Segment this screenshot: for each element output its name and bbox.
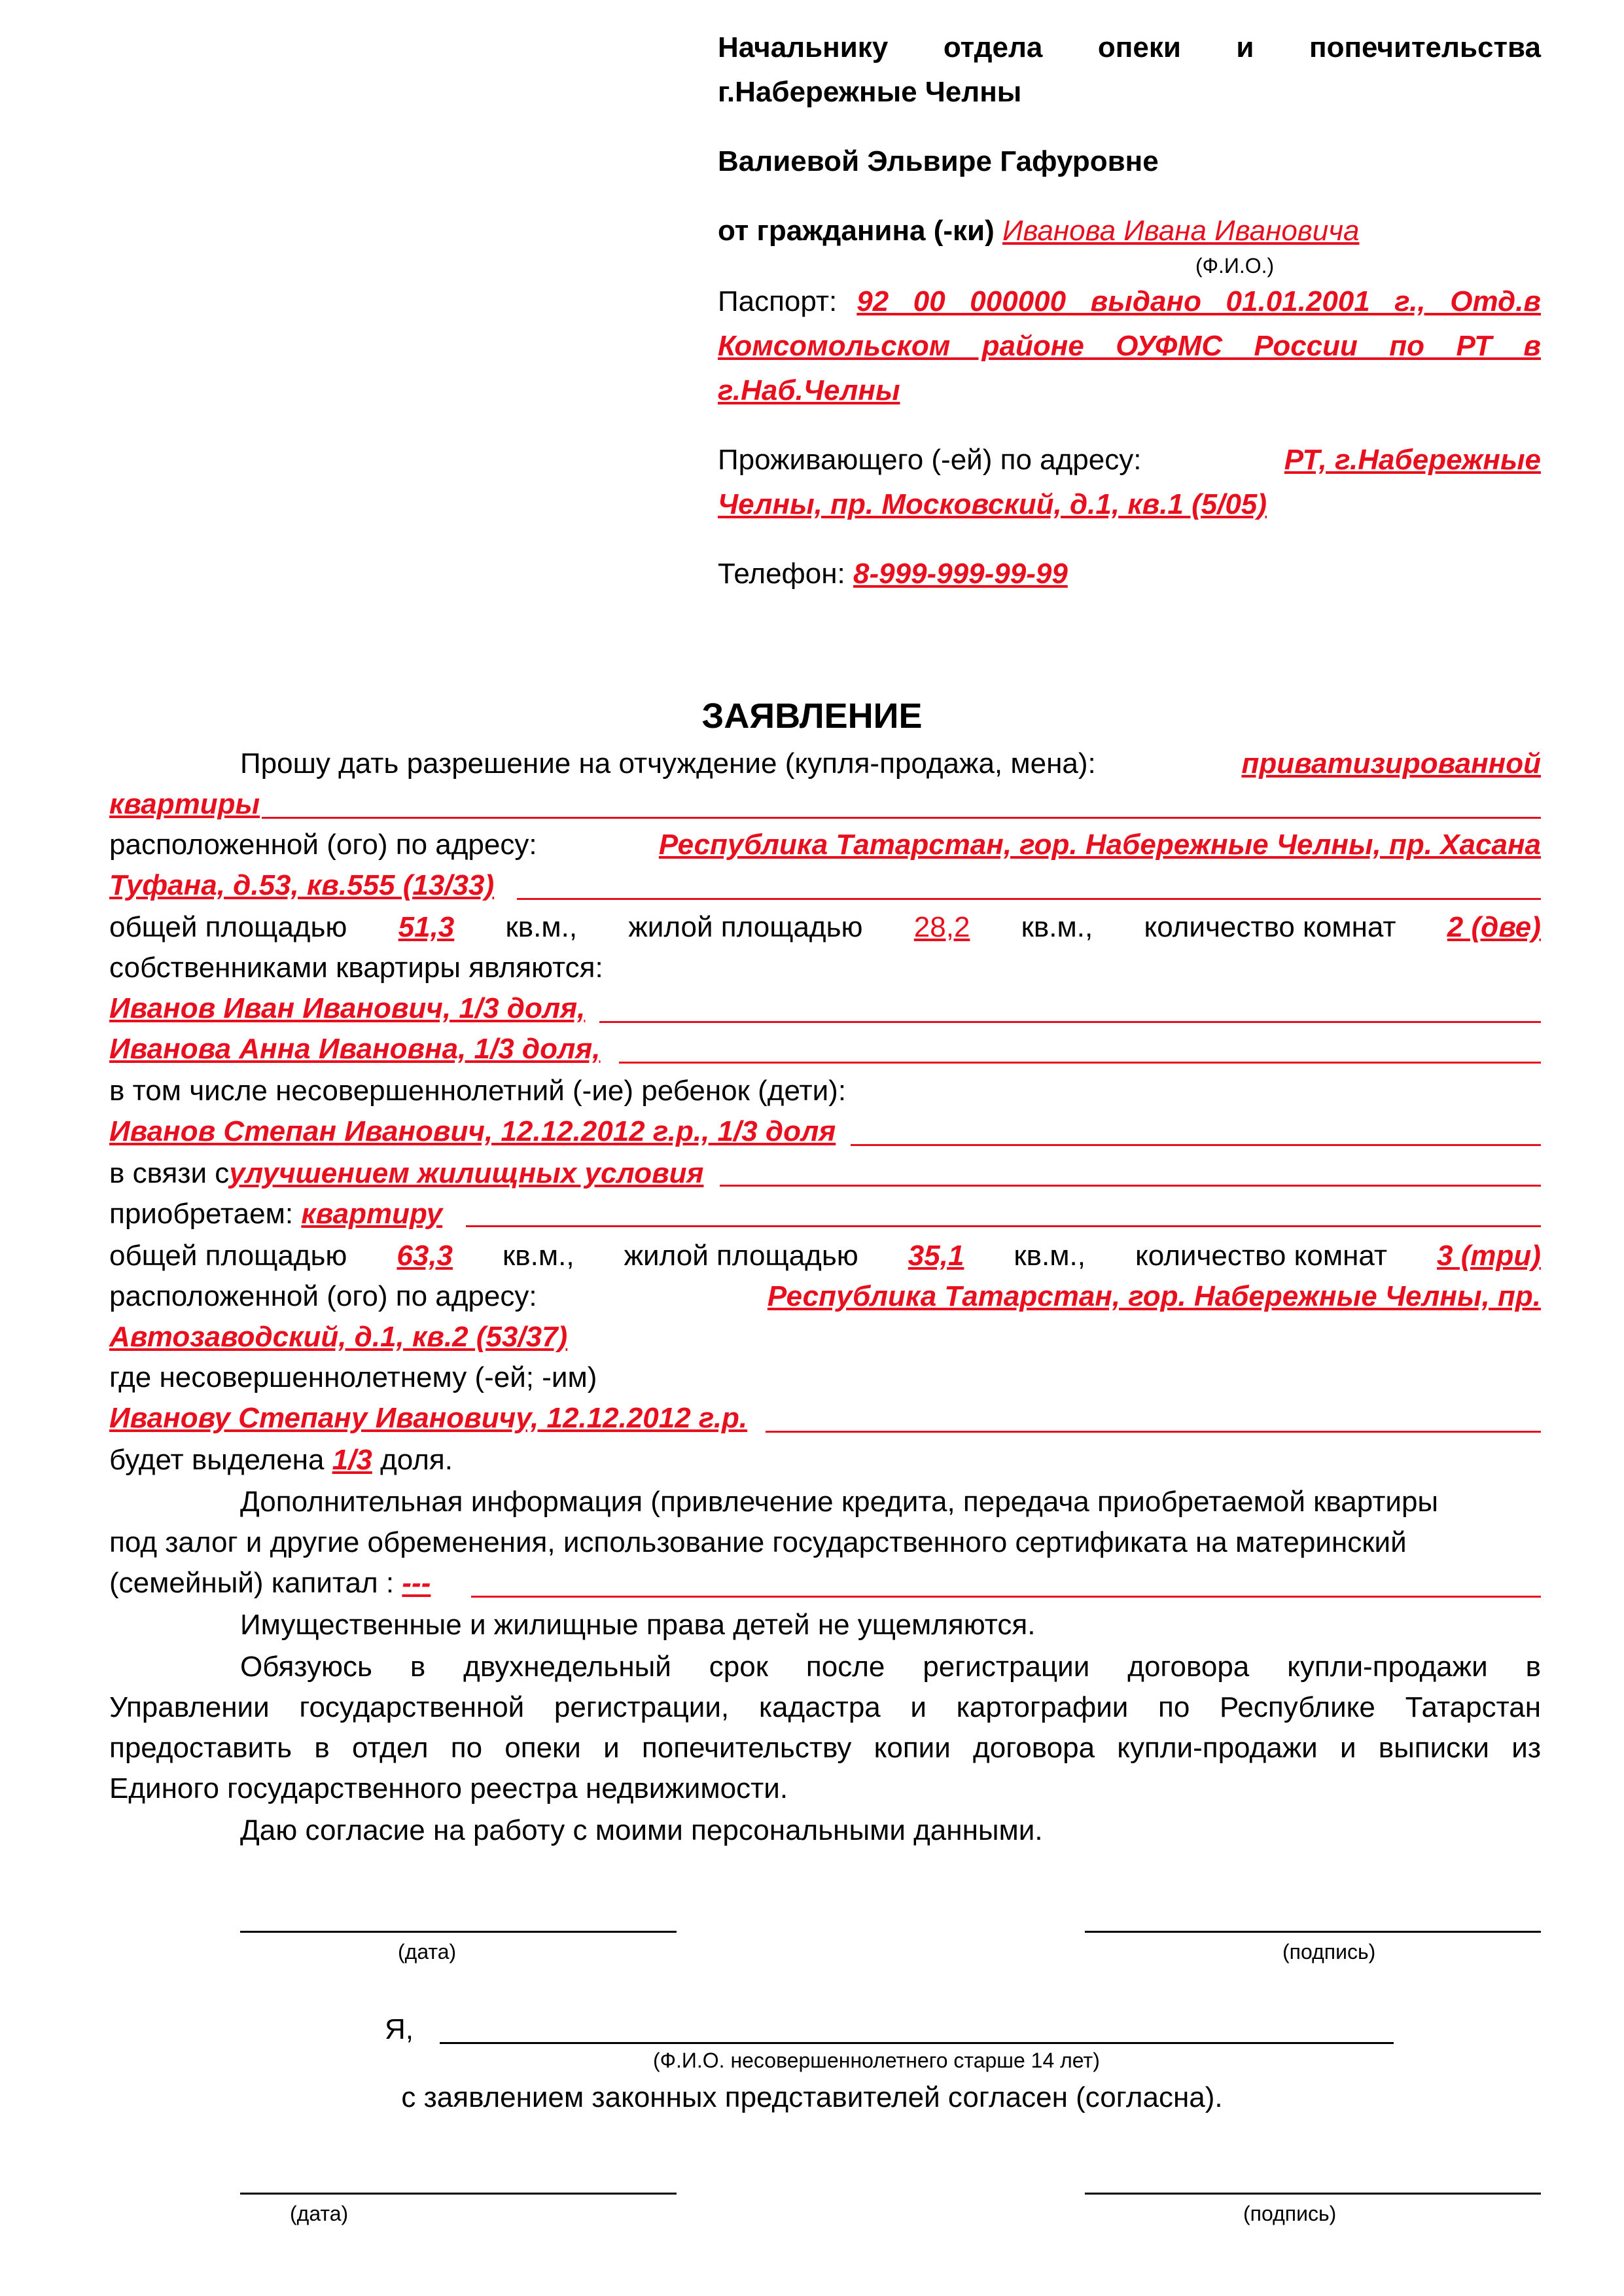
area-living-value: 28,2: [913, 911, 970, 943]
new-located-value-2: Автозаводский, д.1, кв.2 (53/37): [109, 1321, 568, 1353]
fill-line: [720, 1185, 1541, 1187]
extra-info-label: (семейный) капитал :: [109, 1567, 395, 1599]
consent-text: Даю согласие на работу с моими персональными данными.: [240, 1814, 1043, 1846]
reason-label: в связи с: [109, 1157, 230, 1189]
rooms-label: количество комнат: [1144, 911, 1396, 943]
new-located-value-1: Республика Татарстан, гор. Набережные Челны, пр.: [767, 1280, 1541, 1312]
owner-2: Иванова Анна Ивановна, 1/3 доля,: [109, 1033, 601, 1065]
where-minor-label: где несовершеннолетнему (-ей; -им): [109, 1361, 597, 1393]
rights-text: Имущественные и жилищные права детей не ущемляются.: [240, 1609, 1036, 1641]
document-title: ЗАЯВЛЕНИЕ: [701, 696, 923, 736]
new-area-total-value: 63,3: [397, 1240, 453, 1272]
residence-value-2: Челны, пр. Московский, д.1, кв.1 (5/05): [718, 488, 1267, 520]
addressee-line1: [718, 27, 1541, 68]
area-total-value: 51,3: [398, 911, 455, 943]
minor-label: в том числе несовершеннолетний (-ие) ребенок (дети):: [109, 1075, 847, 1107]
new-area-line: [109, 1236, 1541, 1276]
reason-line: [109, 1153, 703, 1194]
date-caption: (дата): [398, 1940, 457, 1964]
new-area-living-value: 35,1: [908, 1240, 964, 1272]
fill-line: [517, 898, 1541, 900]
residence-line1: [718, 440, 1541, 480]
phone-value: 8-999-999-99-99: [853, 558, 1068, 590]
addressee-word: попечительства: [1309, 31, 1541, 63]
addressee-word: и: [1236, 31, 1254, 63]
acquire-line: [109, 1194, 442, 1234]
area-unit: кв.м.,: [1021, 911, 1093, 943]
extra-info-3: [109, 1563, 431, 1604]
owner-1: Иванов Иван Иванович, 1/3 доля,: [109, 992, 586, 1024]
share-suffix: доля.: [380, 1444, 453, 1476]
rooms-value: 2 (две): [1447, 911, 1541, 943]
share-value: 1/3: [332, 1444, 372, 1476]
extra-info-2: под залог и другие обременения, использование государственного сертификата на материнский: [109, 1526, 1407, 1558]
request-text: Прошу дать разрешение на отчуждение (купля-продажа, мена):: [240, 747, 1096, 780]
where-minor-value: Иванову Степану Ивановичу, 12.12.2012 г.р.: [109, 1402, 748, 1434]
from-line: [718, 211, 1359, 251]
share-line: [109, 1440, 453, 1480]
residence-value-1: РТ, г.Набережные: [1284, 444, 1541, 476]
passport-line1: [718, 281, 1541, 322]
minor-agree-text: с заявлением законных представителей согласен (согласна).: [401, 2081, 1223, 2113]
new-area-total-label: общей площадью: [109, 1240, 347, 1272]
new-area-unit: кв.м.,: [1014, 1240, 1086, 1272]
minor-fio-line[interactable]: [440, 2042, 1394, 2044]
fill-line: [766, 1431, 1541, 1433]
fill-line: [851, 1144, 1541, 1146]
oblige-3: предоставить в отдел по опеки и попечительству копии договора купли-продажи и выписки из: [109, 1732, 1541, 1764]
passport-label: Паспорт:: [718, 285, 838, 317]
addressee-word: отдела: [943, 31, 1043, 63]
fill-line: [599, 1021, 1541, 1023]
from-value: Иванова Ивана Ивановича: [1002, 215, 1360, 247]
signature-caption: (подпись): [1282, 1940, 1376, 1964]
oblige-1: [240, 1647, 1541, 1687]
area-unit: кв.м.,: [505, 911, 578, 943]
oblige-1-text: Обязуюсь в двухнедельный срок после регистрации договора купли-продажи в: [240, 1651, 1541, 1683]
fio-caption: (Ф.И.О.): [1195, 254, 1275, 278]
fill-line: [619, 1062, 1541, 1064]
extra-info-1: Дополнительная информация (привлечение кредита, передача приобретаемой квартиры: [240, 1486, 1439, 1518]
area-line: [109, 907, 1541, 948]
area-total-label: общей площадью: [109, 911, 347, 943]
request-value-1: приватизированной: [1241, 747, 1541, 780]
new-rooms-label: количество комнат: [1135, 1240, 1388, 1272]
residence-label: Проживающего (-ей) по адресу:: [718, 444, 1142, 476]
passport-value-1: 92 00 000000 выдано 01.01.2001 г., Отд.в: [856, 285, 1541, 317]
signature-line-2[interactable]: [1085, 2193, 1541, 2195]
passport-value-3: г.Наб.Челны: [718, 374, 900, 406]
fill-line: [262, 817, 1541, 819]
minor-fio-caption: (Ф.И.О. несовершеннолетнего старше 14 лет): [653, 2049, 1100, 2072]
new-area-unit: кв.м.,: [503, 1240, 574, 1272]
new-area-living-label: жилой площадью: [624, 1240, 858, 1272]
phone-label: Телефон:: [718, 558, 845, 590]
addressee-name: Валиевой Эльвире Гафуровне: [718, 145, 1159, 177]
date-line[interactable]: [240, 1931, 677, 1933]
acquire-value: квартиру: [301, 1198, 443, 1230]
located-line1: [109, 825, 1541, 865]
addressee-word: Начальнику: [718, 31, 889, 63]
area-living-label: жилой площадью: [628, 911, 863, 943]
date-line-2[interactable]: [240, 2193, 677, 2195]
phone-line: [718, 554, 1068, 594]
new-located-line1: [109, 1276, 1541, 1317]
fill-line: [466, 1225, 1541, 1227]
fill-line: [471, 1596, 1541, 1598]
owners-label: собственниками квартиры являются:: [109, 952, 603, 984]
minor-prefix: Я,: [385, 2013, 414, 2045]
request-line1: [109, 744, 1541, 784]
located-value-2: Туфана, д.53, кв.555 (13/33): [109, 869, 495, 901]
passport-value-2: Комсомольском районе ОУФМС России по РТ в: [718, 330, 1541, 362]
addressee-city: г.Набережные Челны: [718, 76, 1022, 108]
oblige-2: Управлении государственной регистрации, кадастра и картографии по Республике Татарстан: [109, 1691, 1541, 1723]
located-label: расположенной (ого) по адресу:: [109, 829, 537, 861]
new-located-label: расположенной (ого) по адресу:: [109, 1280, 537, 1312]
located-value-1: Республика Татарстан, гор. Набережные Челны, пр. Хасана: [658, 829, 1541, 861]
signature-caption-2: (подпись): [1243, 2202, 1337, 2225]
addressee-word: опеки: [1097, 31, 1181, 63]
extra-info-value: ---: [402, 1567, 431, 1599]
acquire-label: приобретаем:: [109, 1198, 294, 1230]
signature-line[interactable]: [1085, 1931, 1541, 1933]
new-rooms-value: 3 (три): [1437, 1240, 1541, 1272]
from-label: от гражданина (-ки): [718, 215, 995, 247]
share-label: будет выделена: [109, 1444, 325, 1476]
reason-value: улучшением жилищных условия: [229, 1157, 704, 1189]
oblige-4: Единого государственного реестра недвижимости.: [109, 1772, 788, 1804]
minor-value: Иванов Степан Иванович, 12.12.2012 г.р., 1/3 доля: [109, 1115, 836, 1147]
date-caption-2: (дата): [290, 2202, 349, 2225]
request-value-2: квартиры: [109, 788, 260, 820]
